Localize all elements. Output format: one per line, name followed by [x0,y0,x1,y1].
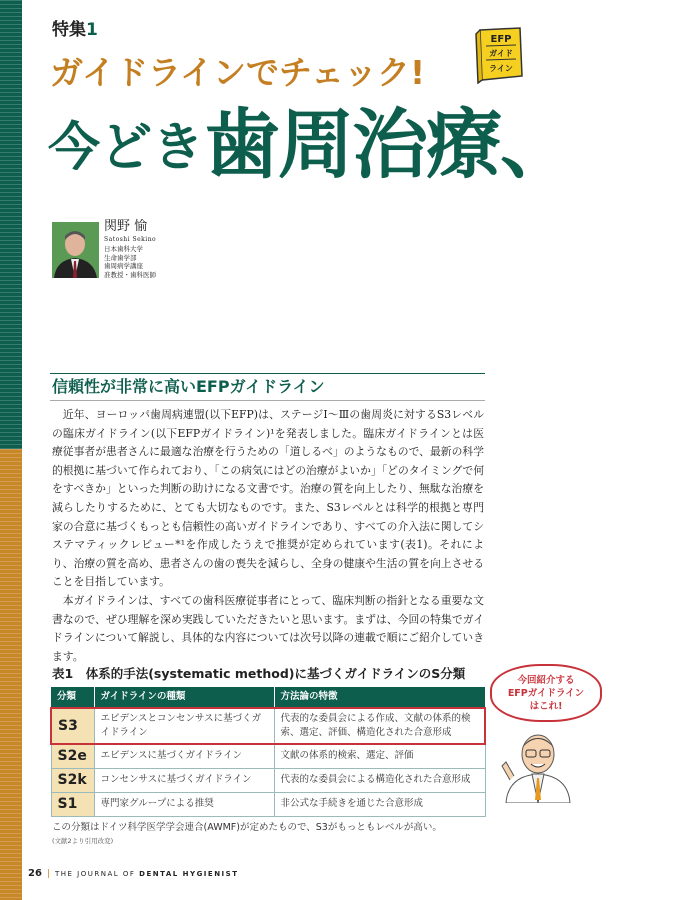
journal-prefix: THE JOURNAL OF [54,870,136,878]
header-method: 方法論の特徴 [274,687,485,708]
table-row: S2e エビデンスに基づくガイドライン 文献の体系的検索、選定、評価 [51,744,485,768]
author-name: 関野 愉 [104,219,148,234]
table-row: S3 エビデンスとコンセンサスに基づくガイドライン 代表的な委員会による作成、文献の体系的検索、選定、評価、構造化された合意形成 [51,708,485,744]
side-stripe-green [0,0,22,449]
speech-bubble: 今回紹介する EFPガイドライン はこれ! [490,664,602,722]
feature-kicker: 特集1 [52,20,98,40]
author-roman-name: Satoshi Sekino [104,236,157,243]
section-heading: 信頼性が非常に高いEFPガイドライン [52,377,325,396]
section-underline [50,400,485,401]
header-class: 分類 [51,687,94,708]
side-stripe-orange [0,449,22,900]
classification-table [50,687,486,817]
journal-name: DENTAL HYGIENIST [139,870,239,878]
page-number: 26 [28,868,42,879]
table-row: S1 専門家グループによる推奨 非公式な手続きを通じた合意形成 [51,792,485,816]
article-body [52,406,484,666]
book-text-1: EFP [490,34,512,45]
table-source: (文献2より引用改変) [52,836,114,845]
dentist-illustration-icon [498,728,578,803]
book-icon [470,26,526,84]
table-row: S2k コンセンサスに基づくガイドライン 代表的な委員会による構造化された合意形成 [51,768,485,792]
title-line2: 今どき歯周治療、 [48,100,575,189]
title-line1: ガイドラインでチェック! [50,53,426,92]
table-note: この分類はドイツ科学医学学会連合(AWMF)が定めたもので、S3がもっともレベルが高い。 [52,821,442,833]
paragraph: 本ガイドラインは、すべての歯科医療従事者にとって、臨床判断の指針となる重要な文書なので、ぜひ理解を深め実践していただきたいと思います。まずは、今回の特集でガイドラインについて解説し、具体的な内容については次号以降の連載で順にご紹介していきます。 [52,593,484,663]
section-rule [50,373,485,374]
author-affiliation: 日本歯科大学 生命歯学部 歯周病学講座 准教授・歯科医師 [104,245,156,279]
page-footer: 26 | THE JOURNAL OF DENTAL HYGIENIST [28,868,239,879]
paragraph: 近年、ヨーロッパ歯周病連盟(以下EFP)は、ステージⅠ〜Ⅲの歯周炎に対するS3レベルの臨床ガイドライン(以下EFPガイドライン)¹を発表しました。臨床ガイドラインとは医療従事者が患者さんに最適な治療を行うための「道しるべ」のようなもので、最新の科学的根拠に基づいて作られており、「この病気にはどの治療がよいか」「どのタイミングで何をすべきか」といった判断の助けになる文書です。治療の質を向上したり、無駄な治療を減らしたりするために、とても大切なものです。また、S3レベルとは科学的根拠と専門家の合意に基づくもっとも信頼性の高いガイドラインであり、すべての介入法に関してシステマティックレビュー*¹を作成したうえで推奨が定められています(表1)。それにより、治療の質を高め、患者さんの歯の喪失を減らし、全身の健康や生活の質を向上させることを目指しています。 [52,408,484,589]
book-text-2: ガイド [489,49,513,58]
table-block [50,666,484,846]
table-caption: 表1 体系的手法(systematic method)に基づくガイドラインのS分類 [52,666,466,681]
author-photo [52,222,99,278]
header-type: ガイドラインの種類 [94,687,274,708]
book-text-3: ライン [489,64,513,73]
